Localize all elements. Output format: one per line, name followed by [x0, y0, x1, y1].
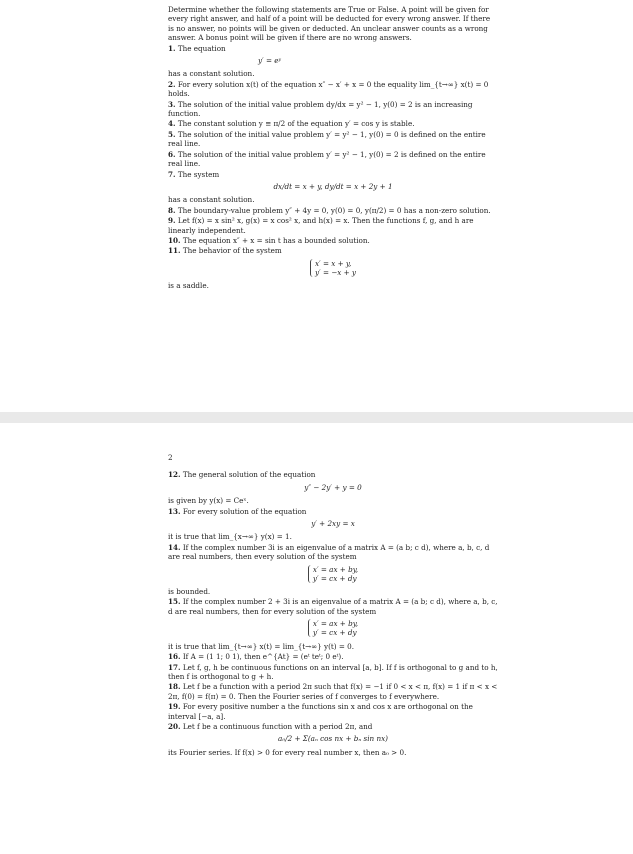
system-line: y′ = −x + y [314, 267, 356, 277]
page-number: 2 [168, 453, 173, 462]
statement-text-after: has a constant solution. [168, 69, 255, 79]
statement-number: 13. [168, 506, 181, 516]
statement-3 [168, 100, 498, 119]
statement-text: The solution of the initial value problem y′ = y² − 1, y(0) = 0 is defined on the entire real line. [168, 129, 486, 149]
statement-7 [168, 170, 498, 205]
statement-number: 18. [168, 682, 181, 692]
statement-9 [168, 216, 498, 235]
statement-text: If the complex number 2 + 3i is an eigenvalue of a matrix A = (a b; c d), where a, b, c, d are real numbers, then for every solution of the system [168, 597, 498, 616]
system [168, 259, 498, 277]
page-1 [0, 0, 633, 412]
statement-4 [168, 119, 498, 128]
statement-text: For every solution x(t) of the equation x″ − x′ + x = 0 the equality lim_{t→∞} x(t) = 0 holds. [168, 79, 489, 99]
statement-18 [168, 682, 498, 701]
equation: y″ − 2y′ + y = 0 [304, 482, 362, 492]
statement-number: 5. [168, 129, 176, 139]
statement-text-after: is a saddle. [168, 281, 209, 291]
statement-text: The solution of the initial value problem dy/dx = y² − 1, y(0) = 2 is an increasing function. [168, 99, 473, 119]
statement-text-after: is given by y(x) = Ceˣ. [168, 496, 249, 506]
statement-text: The general solution of the equation [182, 470, 316, 480]
statement-text: Let f, g, h be continuous functions on an interval [a, b]. If f is orthogonal to g and to h, then f is orthogonal to g + h. [168, 662, 498, 681]
equation: a₀/2 + Σ(aₙ cos nx + bₙ sin nx) [278, 734, 388, 744]
statement-text: The equation x″ + x = sin t has a bounded solution. [182, 235, 370, 245]
statement-number: 16. [168, 652, 181, 662]
equation: dx/dt = x + y, dy/dt = x + 2y + 1 [273, 181, 393, 191]
statement-text: The behavior of the system [182, 246, 282, 256]
system-line: x′ = ax + by, [312, 619, 359, 629]
statement-text: If the complex number 3i is an eigenvalue of a matrix A = (a b; c d), where a, b, c, d are real numbers, then every solution of the system [168, 542, 490, 562]
statement-13 [168, 507, 498, 542]
instructions: Determine whether the following statements are True or False. A point will be given for every right answer, and half of a point will be deducted for every wrong answer. If there is no answer, no points will be given or deducted. An unclear answer counts as a wrong answer. A bonus point will be given if there are no wrong answers. [168, 5, 491, 43]
statement-text: The solution of the initial value problem y′ = y² − 1, y(0) = 2 is defined on the entire real line. [168, 149, 486, 169]
statement-text: The boundary-value problem y″ + 4y = 0, y(0) = 0, y(π/2) = 0 has a non-zero solution. [177, 205, 491, 215]
system-line: y′ = cx + dy [312, 628, 357, 638]
statement-number: 12. [168, 470, 181, 480]
statement-number: 17. [168, 662, 181, 672]
statement-text-after: has a constant solution. [168, 195, 255, 205]
statement-number: 3. [168, 99, 176, 109]
statement-number: 15. [168, 597, 181, 607]
statement-12 [168, 470, 498, 505]
statement-14 [168, 543, 498, 597]
page-2 [0, 423, 633, 854]
statement-text-after: it is true that lim_{t→∞} x(t) = lim_{t→∞} y(t) = 0. [168, 641, 355, 651]
system [168, 565, 498, 583]
statement-number: 6. [168, 149, 176, 159]
statement-text: The equation [177, 43, 226, 53]
statement-5 [168, 130, 498, 149]
statement-text: For every solution of the equation [182, 506, 307, 516]
statement-number: 9. [168, 216, 176, 226]
statement-number: 20. [168, 721, 181, 731]
statement-20 [168, 722, 498, 757]
statement-text-after: is bounded. [168, 587, 211, 597]
system-line: x′ = ax + by, [312, 564, 359, 574]
statement-number: 19. [168, 702, 181, 712]
statement-number: 2. [168, 79, 176, 89]
statement-text: The system [177, 169, 220, 179]
statement-19 [168, 702, 498, 721]
equation: y′ = eʸ [258, 56, 282, 66]
equation: y′ + 2xy = x [311, 519, 355, 529]
statement-number: 14. [168, 542, 181, 552]
statement-15 [168, 597, 498, 651]
statement-17 [168, 663, 498, 682]
statement-6 [168, 150, 498, 169]
statement-text: Let f(x) = x sin² x, g(x) = x cos² x, and h(x) = x. Then the functions f, g, and h are linearly independent. [168, 216, 474, 235]
statement-text: The constant solution y ≡ π/2 of the equation y′ = cos y is stable. [177, 119, 415, 129]
statement-11 [168, 246, 498, 290]
statement-number: 10. [168, 235, 181, 245]
statement-text-after: it is true that lim_{x→∞} y(x) = 1. [168, 532, 292, 542]
statement-text: If A = (1 1; 0 1), then e^{At} = (eᵗ teᵗ; 0 eᵗ). [182, 652, 344, 662]
statement-text-after: its Fourier series. If f(x) > 0 for every real number x, then a₀ > 0. [168, 747, 407, 757]
system-line: x′ = x + y, [314, 258, 352, 268]
system [168, 619, 498, 637]
statement-number: 1. [168, 43, 176, 53]
statement-number: 7. [168, 169, 176, 179]
statement-number: 4. [168, 119, 176, 129]
statement-number: 11. [168, 246, 181, 256]
statement-text: Let f be a function with a period 2π such that f(x) = −1 if 0 < x < π, f(x) = 1 if π < x < 2π, f(0) = f(π) = 0. Then the Fourier series of f converges to f everywhere. [168, 682, 498, 701]
system-line: y′ = cx + dy [312, 573, 357, 583]
statement-10 [168, 236, 498, 245]
statement-16 [168, 652, 498, 661]
statement-text: Let f be a continuous function with a period 2π, and [182, 721, 373, 731]
statement-number: 8. [168, 205, 176, 215]
statement-8 [168, 206, 498, 215]
statement-1 [168, 44, 498, 79]
statement-text: For every positive number a the functions sin x and cos x are orthogonal on the interval [−a, a]. [168, 702, 473, 721]
statement-2 [168, 80, 498, 99]
